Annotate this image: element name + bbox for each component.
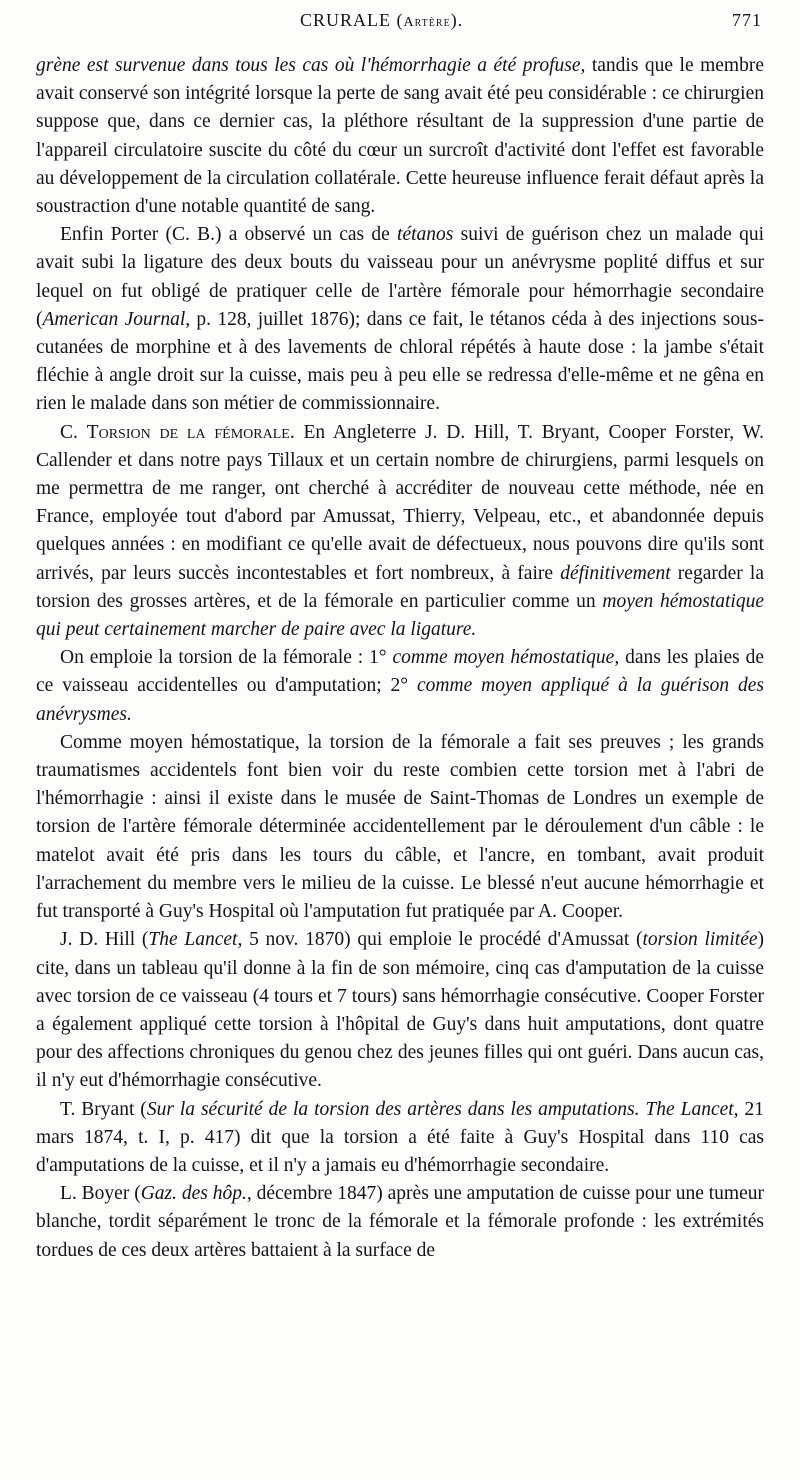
text-span: décembre 1847) après une amputation de cuisse pour une tumeur blanche, tordit séparément le tronc de la fémorale et la fémorale profonde : les extrémités tordues de ces deux artères battaient à la surface de <box>36 1183 764 1261</box>
running-title <box>300 10 463 31</box>
paragraph-2 <box>36 221 764 418</box>
text-span: L. Boyer ( <box>60 1183 141 1205</box>
italic-span: moyen hémostatique qui peut certainement marcher de paire avec la ligature. <box>36 590 764 641</box>
text-span: suivi de guérison chez un malade qui avait subi la ligature des deux bouts du vaisseau pour un anévrysme poplité diffus et sur lequel on fut obligé de pratiquer celle de l'artère fémorale pour hémorrhagie secondaire ( <box>36 224 764 330</box>
text-span: p. 128, juillet 1876); dans ce fait, le tétanos céda à des injections sous-cutanées de morphine et à des lavements de chloral répétés à haute dose : la jambe s'était fléchie à angle droit sur la cuisse, mais peu à peu elle se redressa d'elle-même et ne gêna en rien le malade dans son métier de commissionnaire. <box>36 308 764 415</box>
paragraph-4 <box>36 644 764 729</box>
text-span: ) cite, dans un tableau qu'il donne à la fin de son mémoire, cinq cas d'amputation de la cuisse avec torsion de ce vaisseau (4 tours et 7 tours) sans hémorrhagie consécutive. Cooper Forster a également appliqué cette torsion à l'hôpital de Guy's dans huit amputations, dont quatre pour des affections chroniques du genou chez des jeunes filles qui ont guéri. Dans aucun cas, il n'y eut d'hémorrhagie consécutive. <box>36 929 765 1092</box>
paragraph-7 <box>36 1096 764 1181</box>
text-span: 21 mars 1874, t. I, p. 417) dit que la torsion a été faite à Guy's Hospital dans 110 cas d'amputations de la cuisse, et il n'y a jamais eu d'hémorrhagie secondaire. <box>36 1098 764 1176</box>
running-title-end: ). <box>450 10 464 30</box>
running-title-smallcaps: Artère <box>403 15 451 30</box>
italic-span: The Lancet, <box>148 929 243 951</box>
italic-span: grène est survenue dans tous les cas où l'hémorrhagie a été profuse, <box>36 55 586 76</box>
italic-span: définitivement <box>560 562 671 584</box>
italic-span: comme moyen appliqué à la guérison des anévrysmes. <box>36 675 764 725</box>
italic-span: Gaz. des hôp., <box>140 1183 252 1205</box>
text-span: Comme moyen hémostatique, la torsion de la fémorale a fait ses preuves ; les grands traumatismes accidentels font bien voir du reste combien cette torsion met à l'abri de l'hémorrhagie : ainsi il existe dans le musée de Saint-Thomas de Londres un exemple de torsion de l'artère fémorale déterminée accidentellement par le déroulement d'un câble : le matelot avait été pris dans les tours du câble, et l'ancre, en tombant, avait produit l'arrachement du membre vers le milieu de la cuisse. Le blessé n'eut aucune hémorrhagie et fut transporté à Guy's Hospital où l'amputation fut pratiquée par A. Cooper. <box>36 731 764 923</box>
paragraph-6 <box>36 926 764 1095</box>
italic-span: comme moyen hémostatique, <box>392 647 620 669</box>
text-span: 5 nov. 1870) qui emploie le procédé d'Amussat ( <box>242 929 643 951</box>
text-span: regarder la torsion des grosses artères, et de la fémorale en particulier comme un <box>36 562 764 612</box>
text-span: C. <box>60 421 87 443</box>
italic-span: American Journal, <box>42 308 191 330</box>
italic-span: tétanos <box>397 224 454 246</box>
text-span: On emploie la torsion de la fémorale : 1° <box>60 647 393 669</box>
running-title-main: CRURALE ( <box>300 10 404 30</box>
italic-span: Sur la sécurité de la torsion des artères dans les amputations. The Lancet, <box>146 1098 739 1120</box>
italic-span: torsion limitée <box>642 929 758 951</box>
text-span: Enfin Porter (C. B.) a observé un cas de <box>60 224 398 246</box>
text-span: T. Bryant ( <box>60 1098 147 1120</box>
body-text <box>36 52 764 1265</box>
paragraph-3 <box>36 419 764 645</box>
text-span: En Angleterre J. D. Hill, T. Bryant, Cooper Forster, W. Callender et dans notre pays Tillaux et un certain nombre de chirurgiens, parmi lesquels on me permettra de me ranger, ont cherché à accréditer de nouveau cette méthode, née en France, employée tout d'abord par Amussat, Thierry, Velpeau, etc., et abandonnée depuis quelques années : en modifiant ce qu'elle avait de défectueux, nous pouvons dire qu'ils sont arrivés, par leurs succès incontestables et fort nombreux, à faire <box>36 421 764 584</box>
paragraph-8 <box>36 1180 764 1265</box>
page-number: 771 <box>732 10 762 30</box>
text-span: J. D. Hill ( <box>60 929 149 951</box>
paragraph-1 <box>36 52 764 221</box>
text-span: tandis que le membre avait conservé son intégrité lorsque la perte de sang avait été peu considérable : ce chirurgien suppose que, dans ce dernier cas, la pléthore résultant de la suppression d'une partie de l'appareil circulatoire suscite du côté du cœur un surcroît d'activité dont l'effet est favorable au développement de la circulation collatérale. Cette heureuse influence ferait défaut après la soustraction d'une notable quantité de sang. <box>36 55 765 218</box>
paragraph-5 <box>36 729 764 926</box>
running-head <box>0 8 800 36</box>
section-heading: Torsion de la fémorale. <box>86 421 295 443</box>
text-span: dans les plaies de ce vaisseau accidentelles ou d'amputation; 2° <box>36 647 765 697</box>
